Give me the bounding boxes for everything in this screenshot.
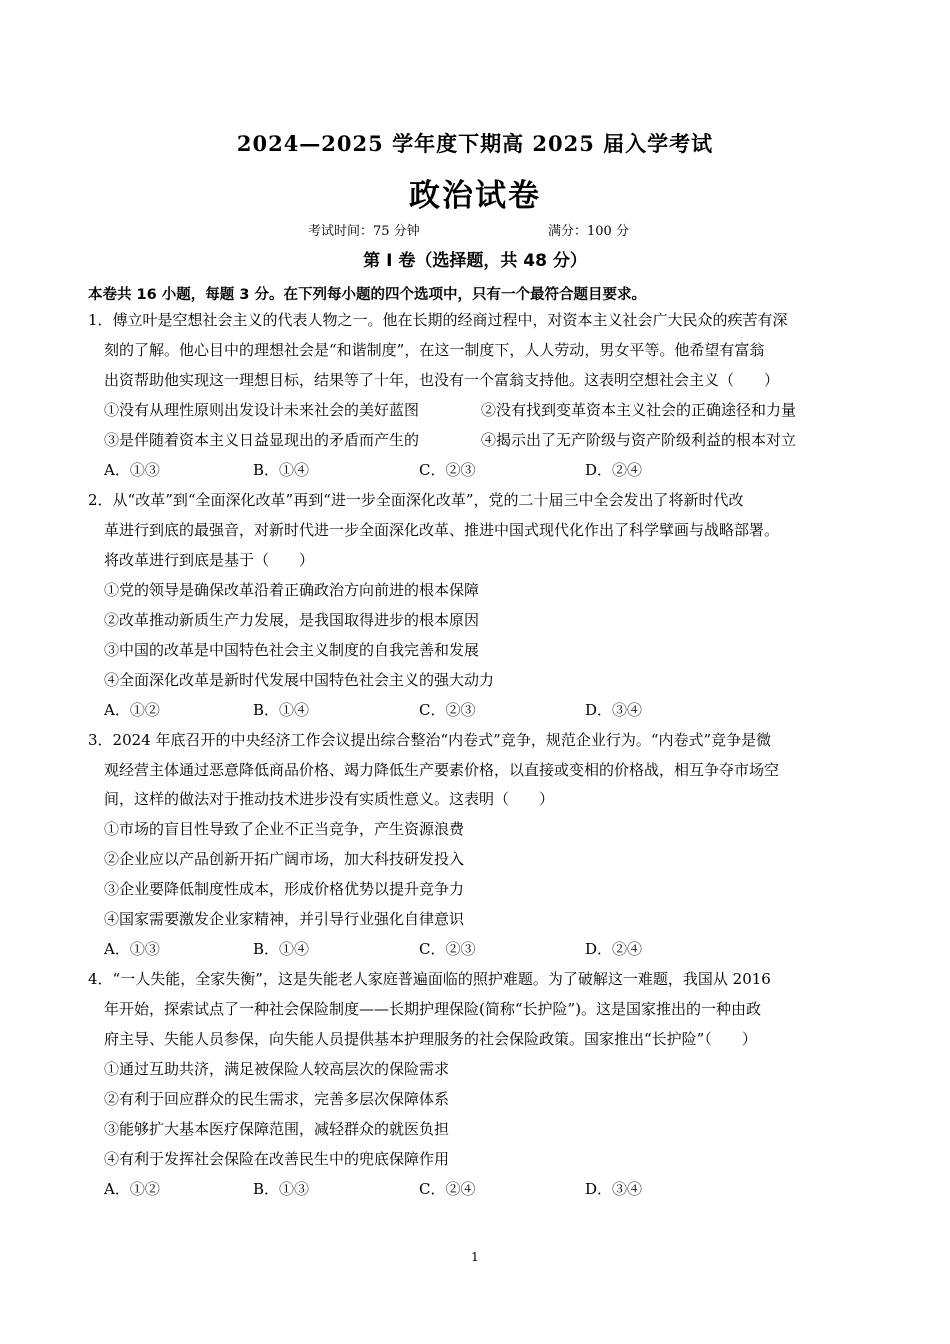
answer-option-b[interactable]: B．①④ [253, 701, 310, 719]
section-heading: 第 I 卷（选择题，共 48 分） [363, 251, 587, 271]
statement-item: ②有利于回应群众的民生需求，完善多层次保障体系 [104, 1090, 450, 1108]
question-stem-line: 1．傅立叶是空想社会主义的代表人物之一。他在长期的经商过程中，对资本主义社会广大民众的疾苦有深 [88, 311, 788, 329]
answer-option-d[interactable]: D．③④ [585, 1180, 643, 1198]
statement-item: ③是伴随着资本主义日益显现出的矛盾而产生的 [104, 431, 420, 449]
question-stem-line: 观经营主体通过恶意降低商品价格、竭力降低生产要素价格，以直接或变相的价格战，相互争夺市场空 [104, 761, 780, 779]
exam-title: 2024—2025 学年度下期高 2025 届入学考试 [236, 131, 714, 156]
statement-item: ②没有找到变革资本主义社会的正确途径和力量 [481, 401, 797, 419]
answer-option-b[interactable]: B．①④ [253, 461, 310, 479]
statement-item: ③中国的改革是中国特色社会主义制度的自我完善和发展 [104, 641, 480, 659]
question-stem-line: 将改革进行到底是基于（ ） [104, 551, 315, 569]
answer-option-a[interactable]: A．①③ [104, 940, 160, 958]
statement-item: ④全面深化改革是新时代发展中国特色社会主义的强大动力 [104, 671, 495, 689]
statement-item: ②改革推动新质生产力发展，是我国取得进步的根本原因 [104, 611, 480, 629]
exam-time: 考试时间：75 分钟 [308, 224, 420, 239]
statement-item: ①市场的盲目性导致了企业不正当竞争，产生资源浪费 [104, 820, 465, 838]
answer-option-c[interactable]: C．②④ [419, 1180, 476, 1198]
answer-option-c[interactable]: C．②③ [419, 940, 476, 958]
statement-item: ④国家需要激发企业家精神，并引导行业强化自律意识 [104, 910, 465, 928]
answer-option-d[interactable]: D．③④ [585, 701, 643, 719]
statement-item: ①没有从理性原则出发设计未来社会的美好蓝图 [104, 401, 420, 419]
answer-option-c[interactable]: C．②③ [419, 701, 476, 719]
statement-item: ④有利于发挥社会保险在改善民生中的兜底保障作用 [104, 1150, 450, 1168]
question-stem-line: 间，这样的做法对于推动技术进步没有实质性意义。这表明（ ） [104, 790, 555, 808]
statement-item: ③能够扩大基本医疗保障范围，减轻群众的就医负担 [104, 1120, 450, 1138]
section-instruction: 本卷共 16 小题，每题 3 分。在下列每小题的四个选项中，只有一个最符合题目要求。 [88, 287, 646, 303]
question-stem-line: 府主导、失能人员参保，向失能人员提供基本护理服务的社会保险政策。国家推出“长护险”（ ） [104, 1030, 757, 1048]
question-stem-line: 4．“一人失能，全家失衡”，这是失能老人家庭普遍面临的照护难题。为了破解这一难题，我国从 2016 [88, 970, 771, 988]
statement-item: ①通过互助共济，满足被保险人较高层次的保险需求 [104, 1060, 450, 1078]
statement-item: ①党的领导是确保改革沿着正确政治方向前进的根本保障 [104, 581, 480, 599]
statement-item: ④揭示出了无产阶级与资产阶级利益的根本对立 [481, 431, 797, 449]
question-stem-line: 2．从“改革”到“全面深化改革”再到“进一步全面深化改革”，党的二十届三中全会发出了将新时代改 [88, 491, 744, 509]
subject-title: 政治试卷 [409, 178, 541, 214]
answer-option-c[interactable]: C．②③ [419, 461, 476, 479]
question-stem-line: 出资帮助他实现这一理想目标，结果等了十年，也没有一个富翁支持他。这表明空想社会主义（ ） [104, 371, 780, 389]
answer-option-a[interactable]: A．①③ [104, 461, 160, 479]
answer-option-a[interactable]: A．①② [104, 1180, 160, 1198]
page-number: 1 [471, 1250, 479, 1264]
question-stem-line: 革进行到底的最强音，对新时代进一步全面深化改革、推进中国式现代化作出了科学擘画与战略部署。 [104, 521, 780, 539]
full-score: 满分：100 分 [548, 224, 629, 239]
question-stem-line: 刻的了解。他心目中的理想社会是“和谐制度”，在这一制度下，人人劳动，男女平等。他希望有富翁 [104, 341, 765, 359]
answer-option-d[interactable]: D．②④ [585, 461, 643, 479]
statement-item: ③企业要降低制度性成本，形成价格优势以提升竞争力 [104, 880, 465, 898]
answer-option-b[interactable]: B．①④ [253, 940, 310, 958]
question-stem-line: 年开始，探索试点了一种社会保险制度——长期护理保险(简称“长护险”)。这是国家推出的一种由政 [104, 1000, 762, 1018]
answer-option-a[interactable]: A．①② [104, 701, 160, 719]
question-stem-line: 3．2024 年底召开的中央经济工作会议提出综合整治“内卷式”竞争，规范企业行为。“内卷式”竞争是微 [88, 731, 772, 749]
answer-option-d[interactable]: D．②④ [585, 940, 643, 958]
statement-item: ②企业应以产品创新开拓广阔市场，加大科技研发投入 [104, 850, 465, 868]
answer-option-b[interactable]: B．①③ [253, 1180, 310, 1198]
